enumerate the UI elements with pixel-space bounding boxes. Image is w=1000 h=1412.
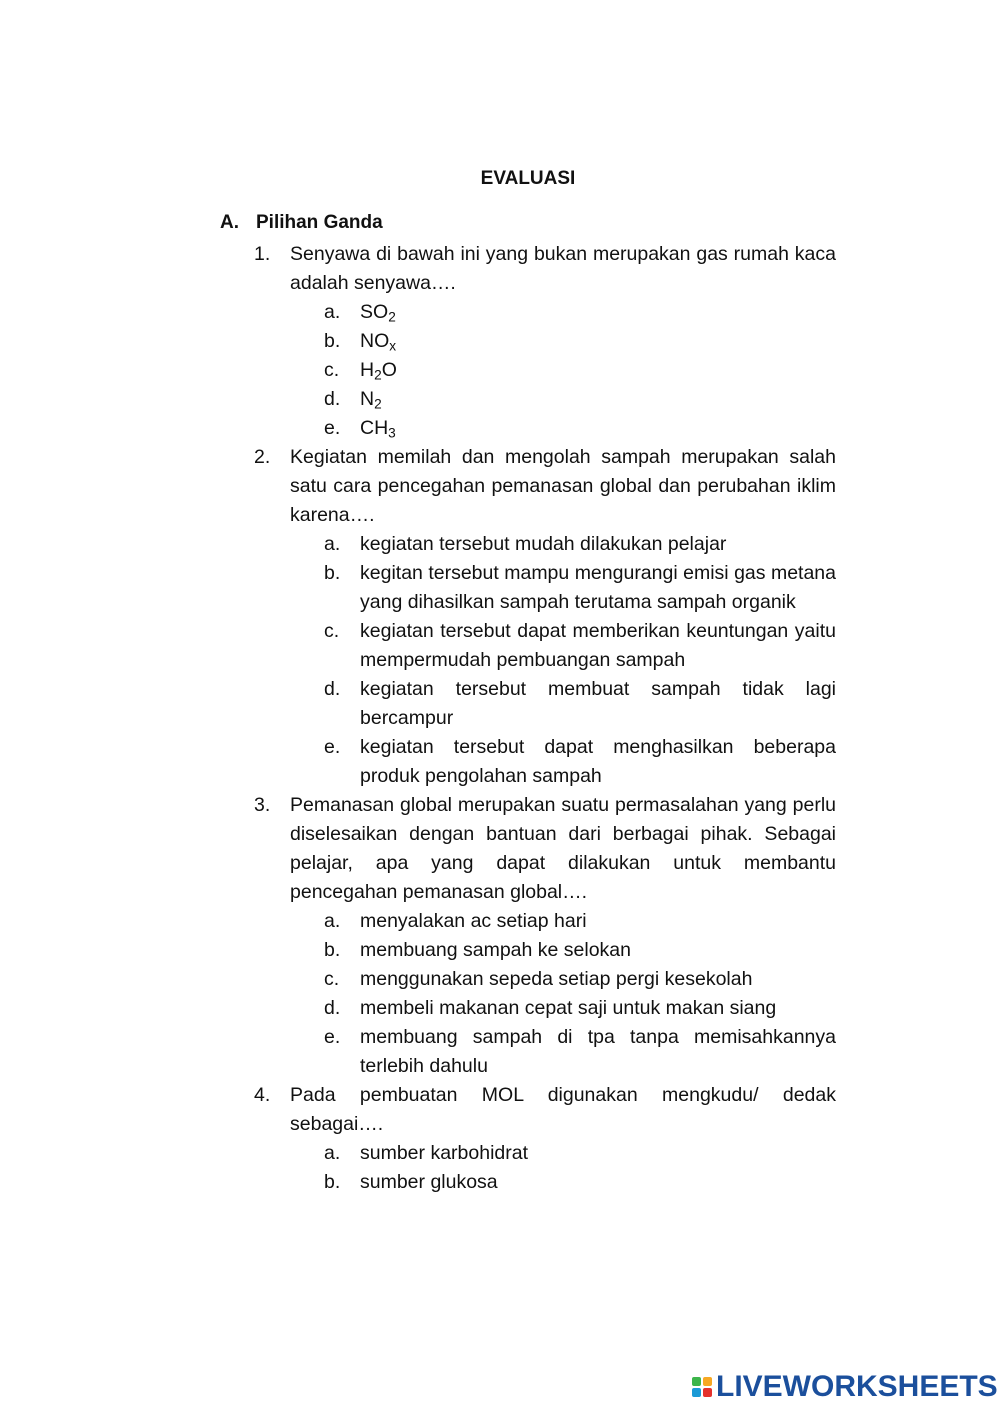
option-text: sumber karbohidrat bbox=[360, 1142, 528, 1164]
option-label: a. bbox=[324, 1142, 341, 1164]
option-label: e. bbox=[324, 1026, 341, 1048]
logo-text: LIVEWORKSHEETS bbox=[716, 1370, 998, 1403]
question-4-options bbox=[324, 1139, 836, 1197]
option-text: $NO_x$ bbox=[360, 330, 397, 354]
option-label: d. bbox=[324, 678, 341, 700]
option-label: d. bbox=[324, 388, 341, 410]
option-label: a. bbox=[324, 301, 341, 323]
option-label: e. bbox=[324, 417, 341, 439]
option-text: $H_2O$ bbox=[360, 359, 397, 383]
option-e[interactable] bbox=[324, 1023, 836, 1081]
option-c[interactable] bbox=[324, 617, 836, 675]
option-d[interactable] bbox=[324, 675, 836, 733]
option-b[interactable] bbox=[324, 1168, 836, 1197]
liveworksheets-logo[interactable] bbox=[692, 1372, 998, 1402]
option-c[interactable] bbox=[324, 965, 836, 994]
option-a[interactable] bbox=[324, 530, 836, 559]
option-text: kegiatan tersebut dapat memberikan keuntungan yaitu mempermudah pembuangan sampah bbox=[360, 620, 836, 671]
option-text: $CH_3$ bbox=[360, 417, 396, 441]
logo-square-icon bbox=[703, 1388, 712, 1397]
option-b[interactable] bbox=[324, 559, 836, 617]
option-a[interactable] bbox=[324, 907, 836, 936]
question-number: 3. bbox=[254, 794, 271, 816]
page-title: EVALUASI bbox=[480, 168, 576, 189]
question-list bbox=[254, 240, 836, 1197]
option-text: menyalakan ac setiap hari bbox=[360, 910, 587, 932]
option-e[interactable] bbox=[324, 414, 836, 443]
option-text: kegiatan tersebut mudah dilakukan pelajar bbox=[360, 533, 727, 555]
option-a[interactable] bbox=[324, 298, 836, 327]
logo-square-icon bbox=[692, 1388, 701, 1397]
question-2 bbox=[254, 443, 836, 530]
option-text: sumber glukosa bbox=[360, 1171, 498, 1193]
option-d[interactable] bbox=[324, 994, 836, 1023]
section-title: Pilihan Ganda bbox=[256, 212, 383, 233]
question-1-options bbox=[324, 298, 836, 443]
option-text: membeli makanan cepat saji untuk makan siang bbox=[360, 997, 777, 1019]
option-label: a. bbox=[324, 910, 341, 932]
option-label: b. bbox=[324, 330, 341, 352]
option-label: c. bbox=[324, 620, 340, 642]
option-e[interactable] bbox=[324, 733, 836, 791]
option-label: d. bbox=[324, 997, 341, 1019]
option-text: $SO_2$ bbox=[360, 301, 396, 325]
question-2-options bbox=[324, 530, 836, 791]
option-label: a. bbox=[324, 533, 341, 555]
option-text: kegiatan tersebut dapat menghasilkan beberapa produk pengolahan sampah bbox=[360, 736, 836, 787]
option-text: $N_2$ bbox=[360, 388, 382, 412]
question-number: 1. bbox=[254, 243, 271, 265]
question-number: 2. bbox=[254, 446, 271, 468]
option-label: b. bbox=[324, 939, 341, 961]
question-4 bbox=[254, 1081, 836, 1139]
option-label: c. bbox=[324, 359, 340, 381]
question-1 bbox=[254, 240, 836, 298]
option-text: kegiatan tersebut membuat sampah tidak lagi bercampur bbox=[360, 678, 836, 729]
question-3-options bbox=[324, 907, 836, 1081]
logo-square-icon bbox=[703, 1377, 712, 1386]
section-heading bbox=[220, 212, 383, 234]
option-text: kegitan tersebut mampu mengurangi emisi gas metana yang dihasilkan sampah terutama sampah organik bbox=[360, 562, 836, 613]
option-c[interactable] bbox=[324, 356, 836, 385]
option-b[interactable] bbox=[324, 936, 836, 965]
option-label: b. bbox=[324, 562, 341, 584]
logo-mark-icon bbox=[692, 1377, 712, 1397]
question-text: Senyawa di bawah ini yang bukan merupakan gas rumah kaca adalah senyawa…. bbox=[290, 243, 836, 294]
question-3 bbox=[254, 791, 836, 907]
question-text: Pada pembuatan MOL digunakan mengkudu/ dedak sebagai…. bbox=[290, 1084, 836, 1135]
option-text: membuang sampah ke selokan bbox=[360, 939, 631, 961]
option-a[interactable] bbox=[324, 1139, 836, 1168]
option-text: membuang sampah di tpa tanpa memisahkannya terlebih dahulu bbox=[360, 1026, 836, 1077]
option-label: e. bbox=[324, 736, 341, 758]
option-d[interactable] bbox=[324, 385, 836, 414]
question-text: Pemanasan global merupakan suatu permasalahan yang perlu diselesaikan dengan bantuan dari berbagai pihak. Sebagai pelajar, apa yang dapat dilakukan untuk membantu pencegahan pemanasan global…. bbox=[290, 794, 836, 903]
option-text: menggunakan sepeda setiap pergi kesekolah bbox=[360, 968, 753, 990]
question-number: 4. bbox=[254, 1084, 271, 1106]
option-label: b. bbox=[324, 1171, 341, 1193]
option-label: c. bbox=[324, 968, 340, 990]
logo-square-icon bbox=[692, 1377, 701, 1386]
section-label: A. bbox=[220, 212, 239, 233]
option-b[interactable] bbox=[324, 327, 836, 356]
question-text: Kegiatan memilah dan mengolah sampah merupakan salah satu cara pencegahan pemanasan global dan perubahan iklim karena…. bbox=[290, 446, 836, 526]
